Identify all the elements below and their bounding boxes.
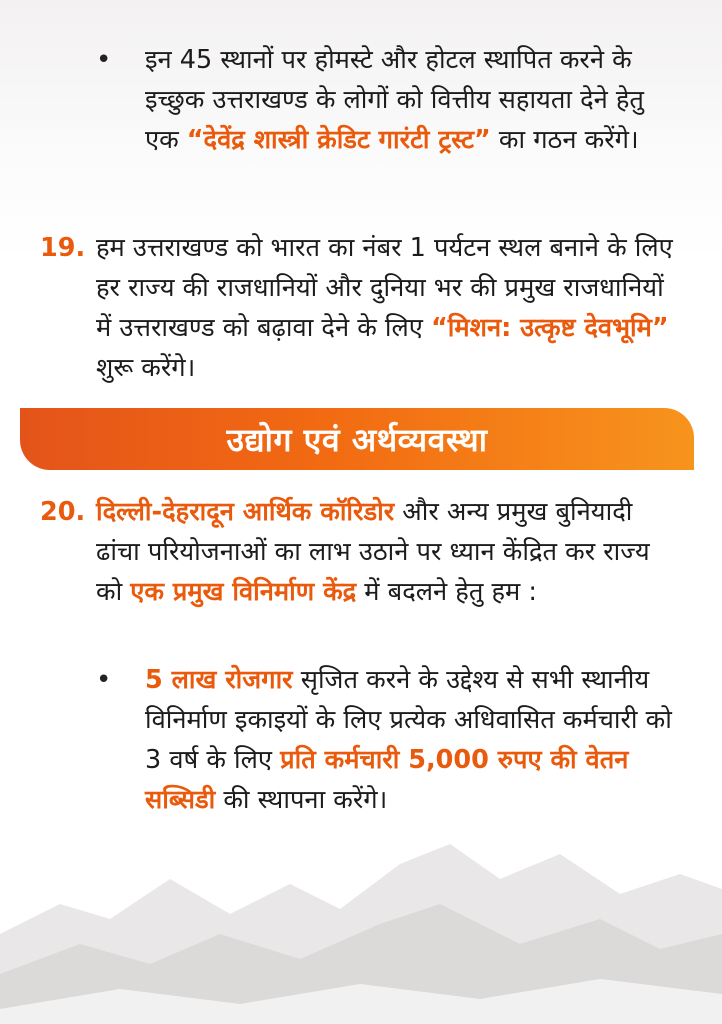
item-number-19: 19. [40,233,86,263]
section-heading-banner [20,408,694,470]
item-text: का गठन करेंगे। [490,125,639,155]
highlight-jobs: 5 लाख रोजगार [145,665,293,695]
bullet-marker: • [96,45,112,75]
bullet-marker: • [96,665,112,695]
highlight-trust-name: “देवेंद्र शास्त्री क्रेडिट गारंटी ट्रस्ट” [186,125,491,155]
item-text: इन 45 स्थानों पर होमस्टे और होटल स्थापित करने के इच्छुक उत्तराखण्ड के लोगों को वित्तीय सहायता देने हेतु एक [145,45,644,155]
item-text: की स्थापना करेंगे। [215,785,388,815]
list-item-19 [96,228,682,388]
item-number-20: 20. [40,497,86,527]
item-text: और अन्य प्रमुख बुनियादी ढांचा परियोजनाओं का लाभ उठाने पर ध्यान केंद्रित कर राज्य को [96,497,650,607]
highlight-salary-subsidy: प्रति कर्मचारी 5,000 रुपए की वेतन सब्सिडी [145,745,629,815]
item-text: हम उत्तराखण्ड को भारत का नंबर 1 पर्यटन स्थल बनाने के लिए हर राज्य की राजधानियों और दुनिया भर की प्रमुख राजधानियों में उत्तराखण्ड को बढ़ावा देने के लिए [96,233,673,343]
highlight-corridor: दिल्ली-देहरादून आर्थिक कॉरिडोर [96,497,395,527]
item-text: सृजित करने के उद्देश्य से सभी स्थानीय विनिर्माण इकाइयों के लिए प्रत्येक अधिवासित कर्मचारी को 3 वर्ष के लिए [145,665,672,775]
highlight-manufacturing-hub: एक प्रमुख विनिर्माण केंद्र [130,577,357,607]
list-item-jobs-subsidy [145,660,680,820]
list-item-credit-trust [145,40,680,160]
item-text: में बदलने हेतु हम : [356,577,537,607]
section-heading: उद्योग एवं अर्थव्यवस्था [226,420,488,459]
highlight-mission-name: “मिशन: उत्कृष्ट देवभूमि” [431,313,669,343]
list-item-20 [96,492,682,612]
item-text: शुरू करेंगे। [96,353,196,383]
